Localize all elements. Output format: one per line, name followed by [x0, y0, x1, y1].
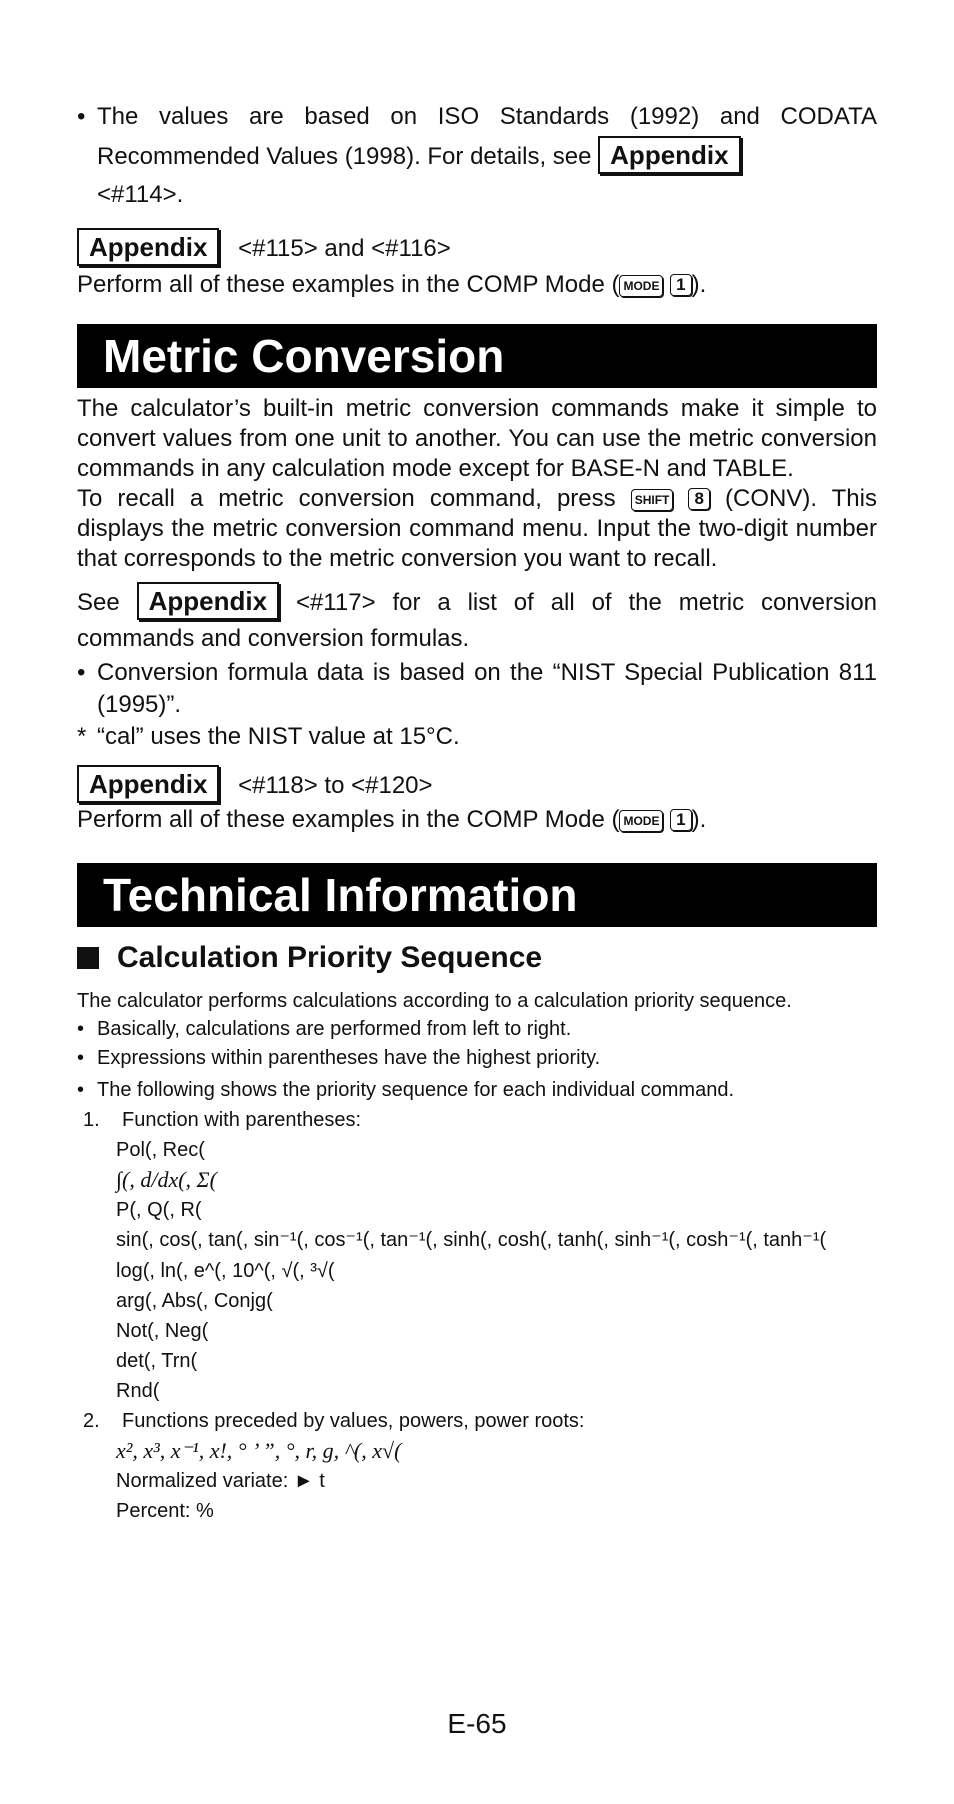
line-log: log(, ln(, e^(, 10^(, √(, ³√( [116, 1260, 335, 1282]
list-item: 2. Functions preceded by values, powers, power roots: [83, 1410, 585, 1432]
list-item: • Conversion formula data is based on the “NIST Special Publication 811 (1995)”. [77, 659, 877, 718]
list-item: • Expressions within parentheses have the highest priority. [77, 1047, 601, 1069]
mode-key: MODE [619, 275, 663, 297]
perform-line: Perform all of these examples in the COMP Mode ( MODE 1 ). [77, 271, 707, 298]
line-not: Not(, Neg( [116, 1320, 209, 1342]
line-trig: sin(, cos(, tan(, sin⁻¹(, cos⁻¹(, tan⁻¹(, sinh(, cosh(, tanh(, sinh⁻¹(, cosh⁻¹(, tanh⁻¹( [116, 1229, 827, 1251]
line-powers: x², x³, x⁻¹, x!, ° ’ ”, °, r, g, ^(, x√( [116, 1438, 402, 1463]
subsection-title: Calculation Priority Sequence [77, 941, 877, 975]
metric-para2: To recall a metric conversion command, press SHIFT 8 (CONV). This displays the metric conversion command menu. Input the two-digit number that corresponds to the metric conversion you want to recall. [77, 485, 877, 572]
lead-text: The calculator performs calculations according to a calculation priority sequence. [77, 990, 792, 1012]
line-det: det(, Trn( [116, 1350, 198, 1372]
mode-key: MODE [619, 810, 663, 832]
perform-line: Perform all of these examples in the COMP Mode ( MODE 1 ). [77, 806, 707, 833]
list-item: • The following shows the priority sequence for each individual command. [77, 1079, 735, 1101]
appendix-box: Appendix [77, 765, 219, 803]
line-rnd: Rnd( [116, 1380, 160, 1402]
appendix-box: Appendix [598, 136, 740, 174]
appendix-ref-line: Appendix <#118> to <#120> [77, 765, 877, 803]
list-item: 1. Function with parentheses: [83, 1109, 362, 1131]
line-arg: arg(, Abs(, Conjg( [116, 1290, 273, 1312]
list-item: • The values are based on ISO Standards (1992) and CODATA Recommended Values (1998). For details, see Appendix <#114>. [77, 103, 877, 208]
line-percent: Percent: % [116, 1500, 214, 1522]
page-content [77, 98, 877, 1526]
one-key: 1 [670, 274, 691, 296]
line-integral: ∫(, d/dx(, Σ( [116, 1167, 217, 1192]
note-item: * “cal” uses the NIST value at 15°C. [77, 723, 460, 750]
list-item: • Basically, calculations are performed from left to right. [77, 1018, 572, 1040]
shift-key: SHIFT [631, 489, 674, 511]
line-pqr: P(, Q(, R( [116, 1199, 202, 1221]
metric-para1: The calculator’s built-in metric conversion commands make it simple to convert values from one unit to another. You can use the metric conversion commands in any calculation mode except for BASE-N and TABLE. [77, 395, 877, 482]
page-number: E-65 [447, 1708, 507, 1739]
appendix-box: Appendix [137, 582, 279, 620]
line-normalized: Normalized variate: ► t [116, 1470, 325, 1492]
square-bullet-icon [77, 947, 99, 969]
appendix-box: Appendix [77, 228, 219, 266]
metric-see: See Appendix <#117> for a list of all of the metric conversion commands and conversion formulas. [77, 582, 877, 657]
section-title-metric: Metric Conversion [77, 324, 877, 388]
line-pol: Pol(, Rec( [116, 1139, 205, 1161]
section-title-technical: Technical Information [77, 863, 877, 927]
one-key: 1 [670, 809, 691, 831]
eight-key: 8 [688, 488, 709, 510]
appendix-ref-line: Appendix <#115> and <#116> [77, 228, 877, 266]
